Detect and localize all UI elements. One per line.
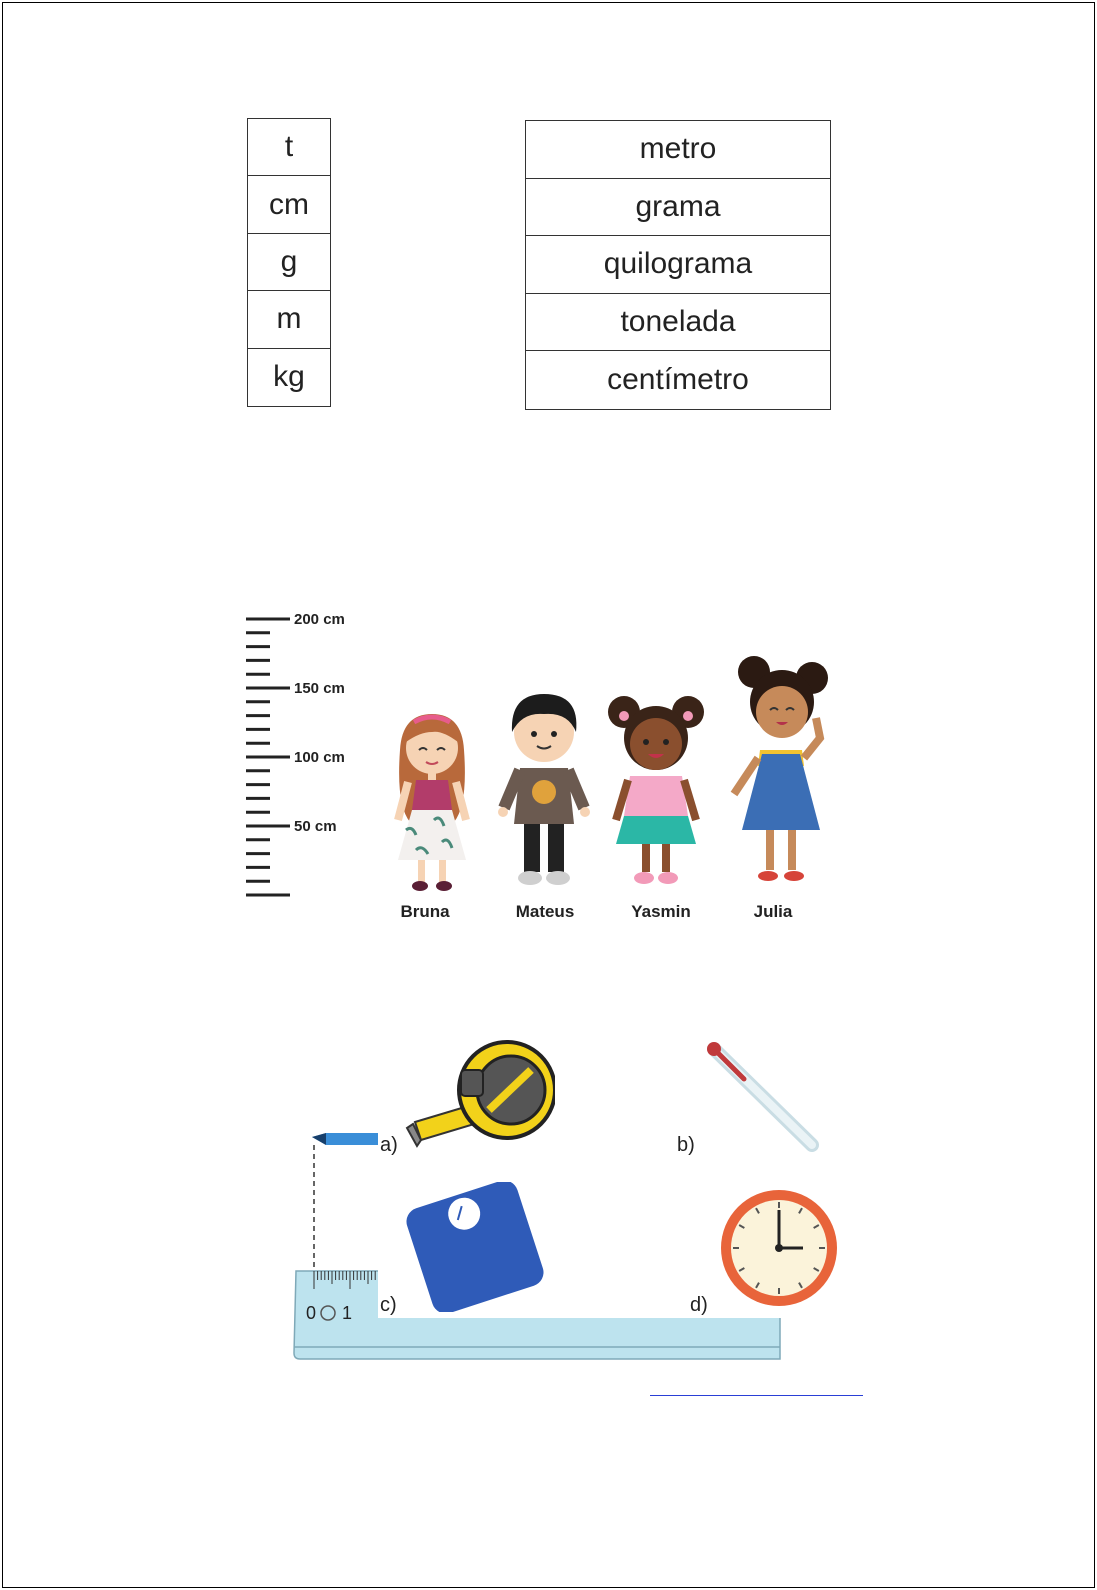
option-label-a: a) — [380, 1134, 398, 1156]
child-name-yasmin: Yasmin — [631, 902, 691, 921]
child-yasmin-illustration — [604, 688, 708, 893]
tick-label-200: 200 cm — [294, 611, 345, 628]
unit-name-cell: metro — [526, 121, 830, 179]
option-label-d: d) — [690, 1294, 708, 1316]
child-mateus-illustration — [494, 688, 594, 893]
unit-abbreviation-table — [247, 118, 331, 407]
unit-name-cell: quilograma — [526, 236, 830, 294]
unit-name-cell: centímetro — [607, 363, 749, 397]
ruler-number-0: 0 — [306, 1303, 317, 1323]
bathroom-scale-icon — [405, 1182, 545, 1312]
abbr-cell: t — [248, 119, 330, 176]
child-julia-illustration — [720, 654, 834, 894]
abbr-cell: g — [248, 234, 330, 291]
unit-name-cell: tonelada — [526, 294, 830, 352]
abbr-cell: cm — [248, 176, 330, 233]
option-label-b: b) — [677, 1134, 695, 1156]
child-name-mateus: Mateus — [515, 902, 575, 921]
option-label-c: c) — [380, 1294, 397, 1316]
abbr-cell: m — [248, 291, 330, 348]
height-comparison-figure — [240, 600, 840, 930]
abbr-cell: kg — [273, 360, 305, 394]
tape-measure-icon — [405, 1032, 555, 1152]
underlined-link[interactable] — [650, 1395, 863, 1396]
tick-label-100: 100 cm — [294, 749, 345, 766]
thermometer-icon — [700, 1035, 830, 1155]
unit-name-table — [525, 120, 831, 410]
clock-icon — [717, 1186, 841, 1310]
height-scale — [240, 610, 300, 910]
child-name-julia: Julia — [753, 902, 793, 921]
ruler-number-1: 1 — [342, 1303, 353, 1323]
tick-label-150: 150 cm — [294, 680, 345, 697]
tick-label-50: 50 cm — [294, 818, 337, 835]
child-bruna-illustration — [382, 710, 482, 895]
unit-name-cell: grama — [526, 179, 830, 237]
child-name-bruna: Bruna — [400, 902, 450, 921]
